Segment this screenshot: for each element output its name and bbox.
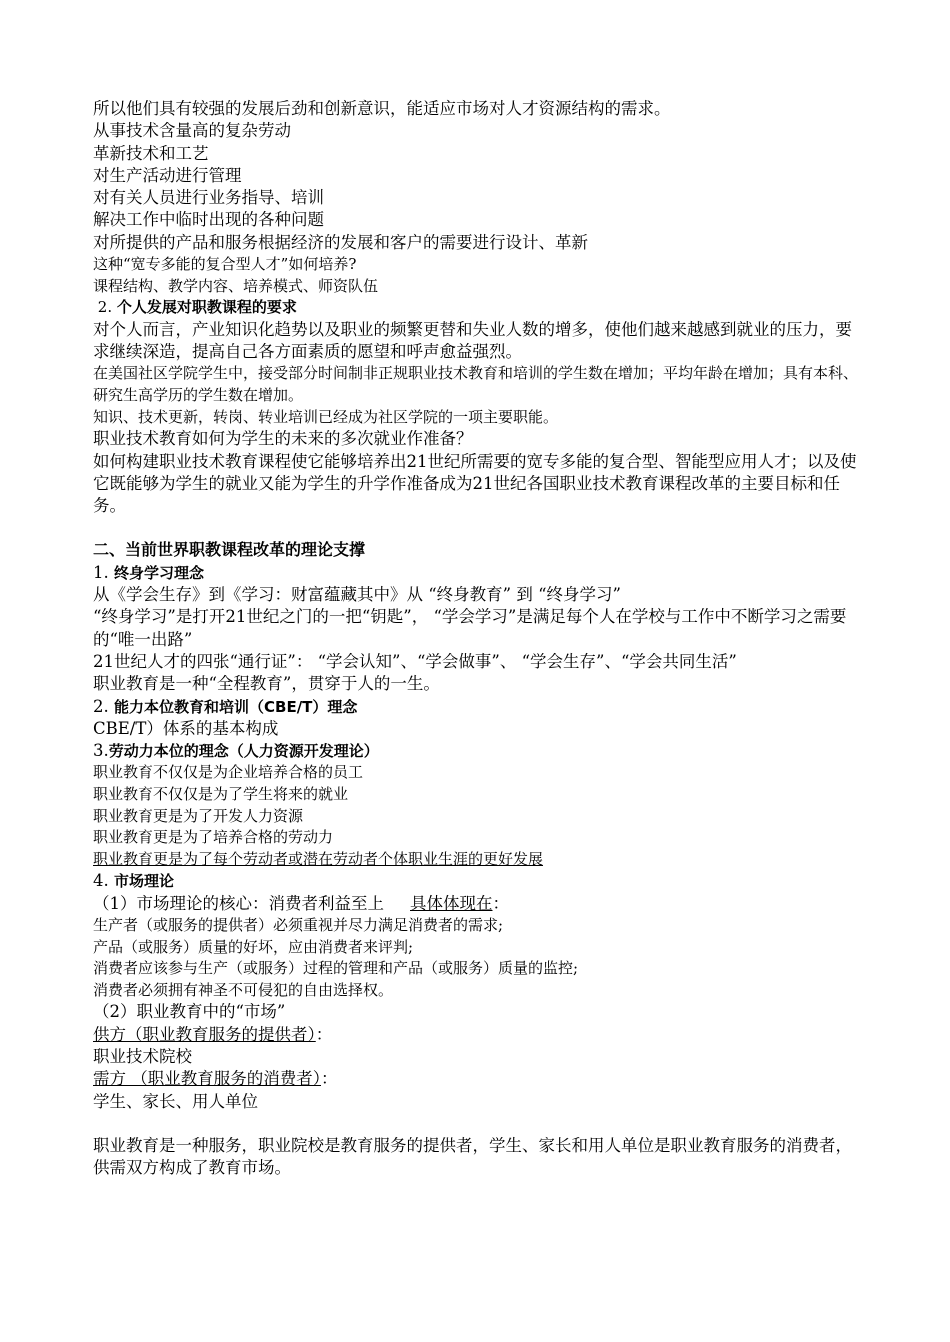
colon: ：: [492, 893, 509, 913]
subheading-number: 4.: [93, 871, 109, 891]
subheading: [93, 562, 868, 584]
subheading: [93, 696, 868, 718]
text-line: 所以他们具有较强的发展后劲和创新意识，能适应市场对人才资源结构的需求。: [93, 99, 671, 118]
paragraph: 职业技术院校: [93, 1046, 192, 1066]
market-core-emphasis: 具体体现在: [410, 893, 493, 913]
subheading: [93, 297, 868, 319]
subheading: [93, 870, 868, 892]
subheading-number: 1.: [93, 562, 109, 582]
text-line: 对所提供的产品和服务根据经济的发展和客户的需要进行设计、革新: [93, 232, 588, 252]
list-item: 生产者（或服务的提供者）必须重视并尽力满足消费者的需求;: [93, 915, 504, 934]
text-line: 革新技术和工艺: [93, 143, 209, 163]
subheading-text: 终身学习理念: [114, 563, 205, 582]
paragraph: 在美国社区学院学生中，接受部分时间制非正规职业技术教育和培训的学生数在增加；平均年龄在增加；具有本科、研究生高学历的学生数在增加。: [93, 364, 859, 405]
subheading-text: 个人发展对职教课程的要求: [116, 298, 297, 317]
text-line: 对生产活动进行管理: [93, 165, 242, 185]
subheading-text: 能力本位教育和培训（CBE/T）理念: [114, 697, 358, 716]
blank-line: [93, 1113, 868, 1135]
paragraph: 职业教育是一种“全程教育”，贯穿于人的一生。: [93, 674, 440, 694]
list-item: 职业教育更是为了开发人力资源: [93, 806, 304, 825]
paragraph: 对个人而言，产业知识化趋势以及职业的频繁更替和失业人数的增多，使他们越来越感到就业的压力，要求继续深造，提高自己各方面素质的愿望和呼声愈益强烈。: [93, 319, 852, 362]
text-line: 这种“宽专多能的复合型人才”如何培养?: [93, 255, 357, 274]
section-title: 二、当前世界职教课程改革的理论支撑: [93, 540, 366, 560]
paragraph: [93, 893, 868, 915]
paragraph: 知识、技术更新，转岗、转业培训已经成为社区学院的一项主要职能。: [93, 407, 559, 426]
list-item: 消费者应该参与生产（或服务）过程的管理和产品（或服务）质量的监控;: [93, 959, 579, 978]
paragraph: 21世纪人才的四张“通行证”： “学会认知”、“学会做事”、 “学会生存”、“学会共同生活”: [93, 651, 737, 671]
subheading-number: 2.: [97, 298, 113, 317]
text-line: 从事技术含量高的复杂劳动: [93, 121, 291, 141]
list-item: 职业教育不仅仅是为企业培养合格的员工: [93, 763, 364, 782]
list-item: 产品（或服务）质量的好坏，应由消费者来评判;: [93, 937, 414, 956]
subheading-text: 劳动力本位的理念（人力资源开发理论）: [108, 742, 379, 761]
text-line: 对有关人员进行业务指导、培训: [93, 188, 324, 208]
subheading: [93, 740, 868, 762]
list-item: 职业教育更是为了培养合格的劳动力: [93, 828, 334, 847]
paragraph: 如何构建职业技术教育课程使它能够培养出21世纪所需要的宽专多能的复合型、智能型应用人才；以及使它既能够为学生的就业又能为学生的升学作准备成为21世纪各国职业技术教育课程改革的主要目标和任务。: [93, 451, 857, 516]
list-item: 职业教育不仅仅是为了学生将来的就业: [93, 784, 349, 803]
subheading-number: 3.: [93, 741, 109, 761]
list-item: 职业教育更是为了每个劳动者或潜在劳动者个体职业生涯的更好发展: [93, 849, 544, 868]
text-line: 解决工作中临时出现的各种问题: [93, 210, 324, 230]
subheading-text: 市场理论: [114, 872, 175, 891]
paragraph: [93, 1024, 868, 1046]
paragraph: 学生、家长、用人单位: [93, 1091, 258, 1111]
supply-side-label: 供方（职业教育服务的提供者）: [93, 1024, 316, 1044]
paragraph: 职业教育是一种服务，职业院校是教育服务的提供者，学生、家长和用人单位是职业教育服务的消费者，供需双方构成了教育市场。: [93, 1135, 852, 1178]
market-core-text: （1）市场理论的核心：消费者利益至上: [93, 893, 384, 913]
demand-side-label: 需方 （职业教育服务的消费者）: [93, 1069, 321, 1089]
document-page: [93, 98, 868, 1179]
blank-line: [93, 517, 868, 539]
colon: ：: [315, 1024, 333, 1044]
paragraph: CBE/T）体系的基本构成: [93, 718, 279, 738]
paragraph: “终身学习”是打开21世纪之门的一把“钥匙”， “学会学习”是满足每个人在学校与工作中不断学习之需要的“唯一出路”: [93, 607, 847, 649]
paragraph: （2）职业教育中的“市场”: [93, 1002, 286, 1022]
subheading-number: 2.: [93, 696, 109, 716]
paragraph: 从《学会生存》到《学习：财富蕴藏其中》从 “终身教育” 到 “终身学习”: [93, 585, 621, 605]
paragraph: 职业技术教育如何为学生的未来的多次就业作准备？: [93, 429, 473, 449]
list-item: 消费者必须拥有神圣不可侵犯的自由选择权。: [93, 980, 394, 999]
paragraph: [93, 1068, 868, 1090]
text-line: 课程结构、教学内容、培养模式、师资队伍: [93, 276, 379, 295]
colon: ：: [321, 1069, 338, 1089]
